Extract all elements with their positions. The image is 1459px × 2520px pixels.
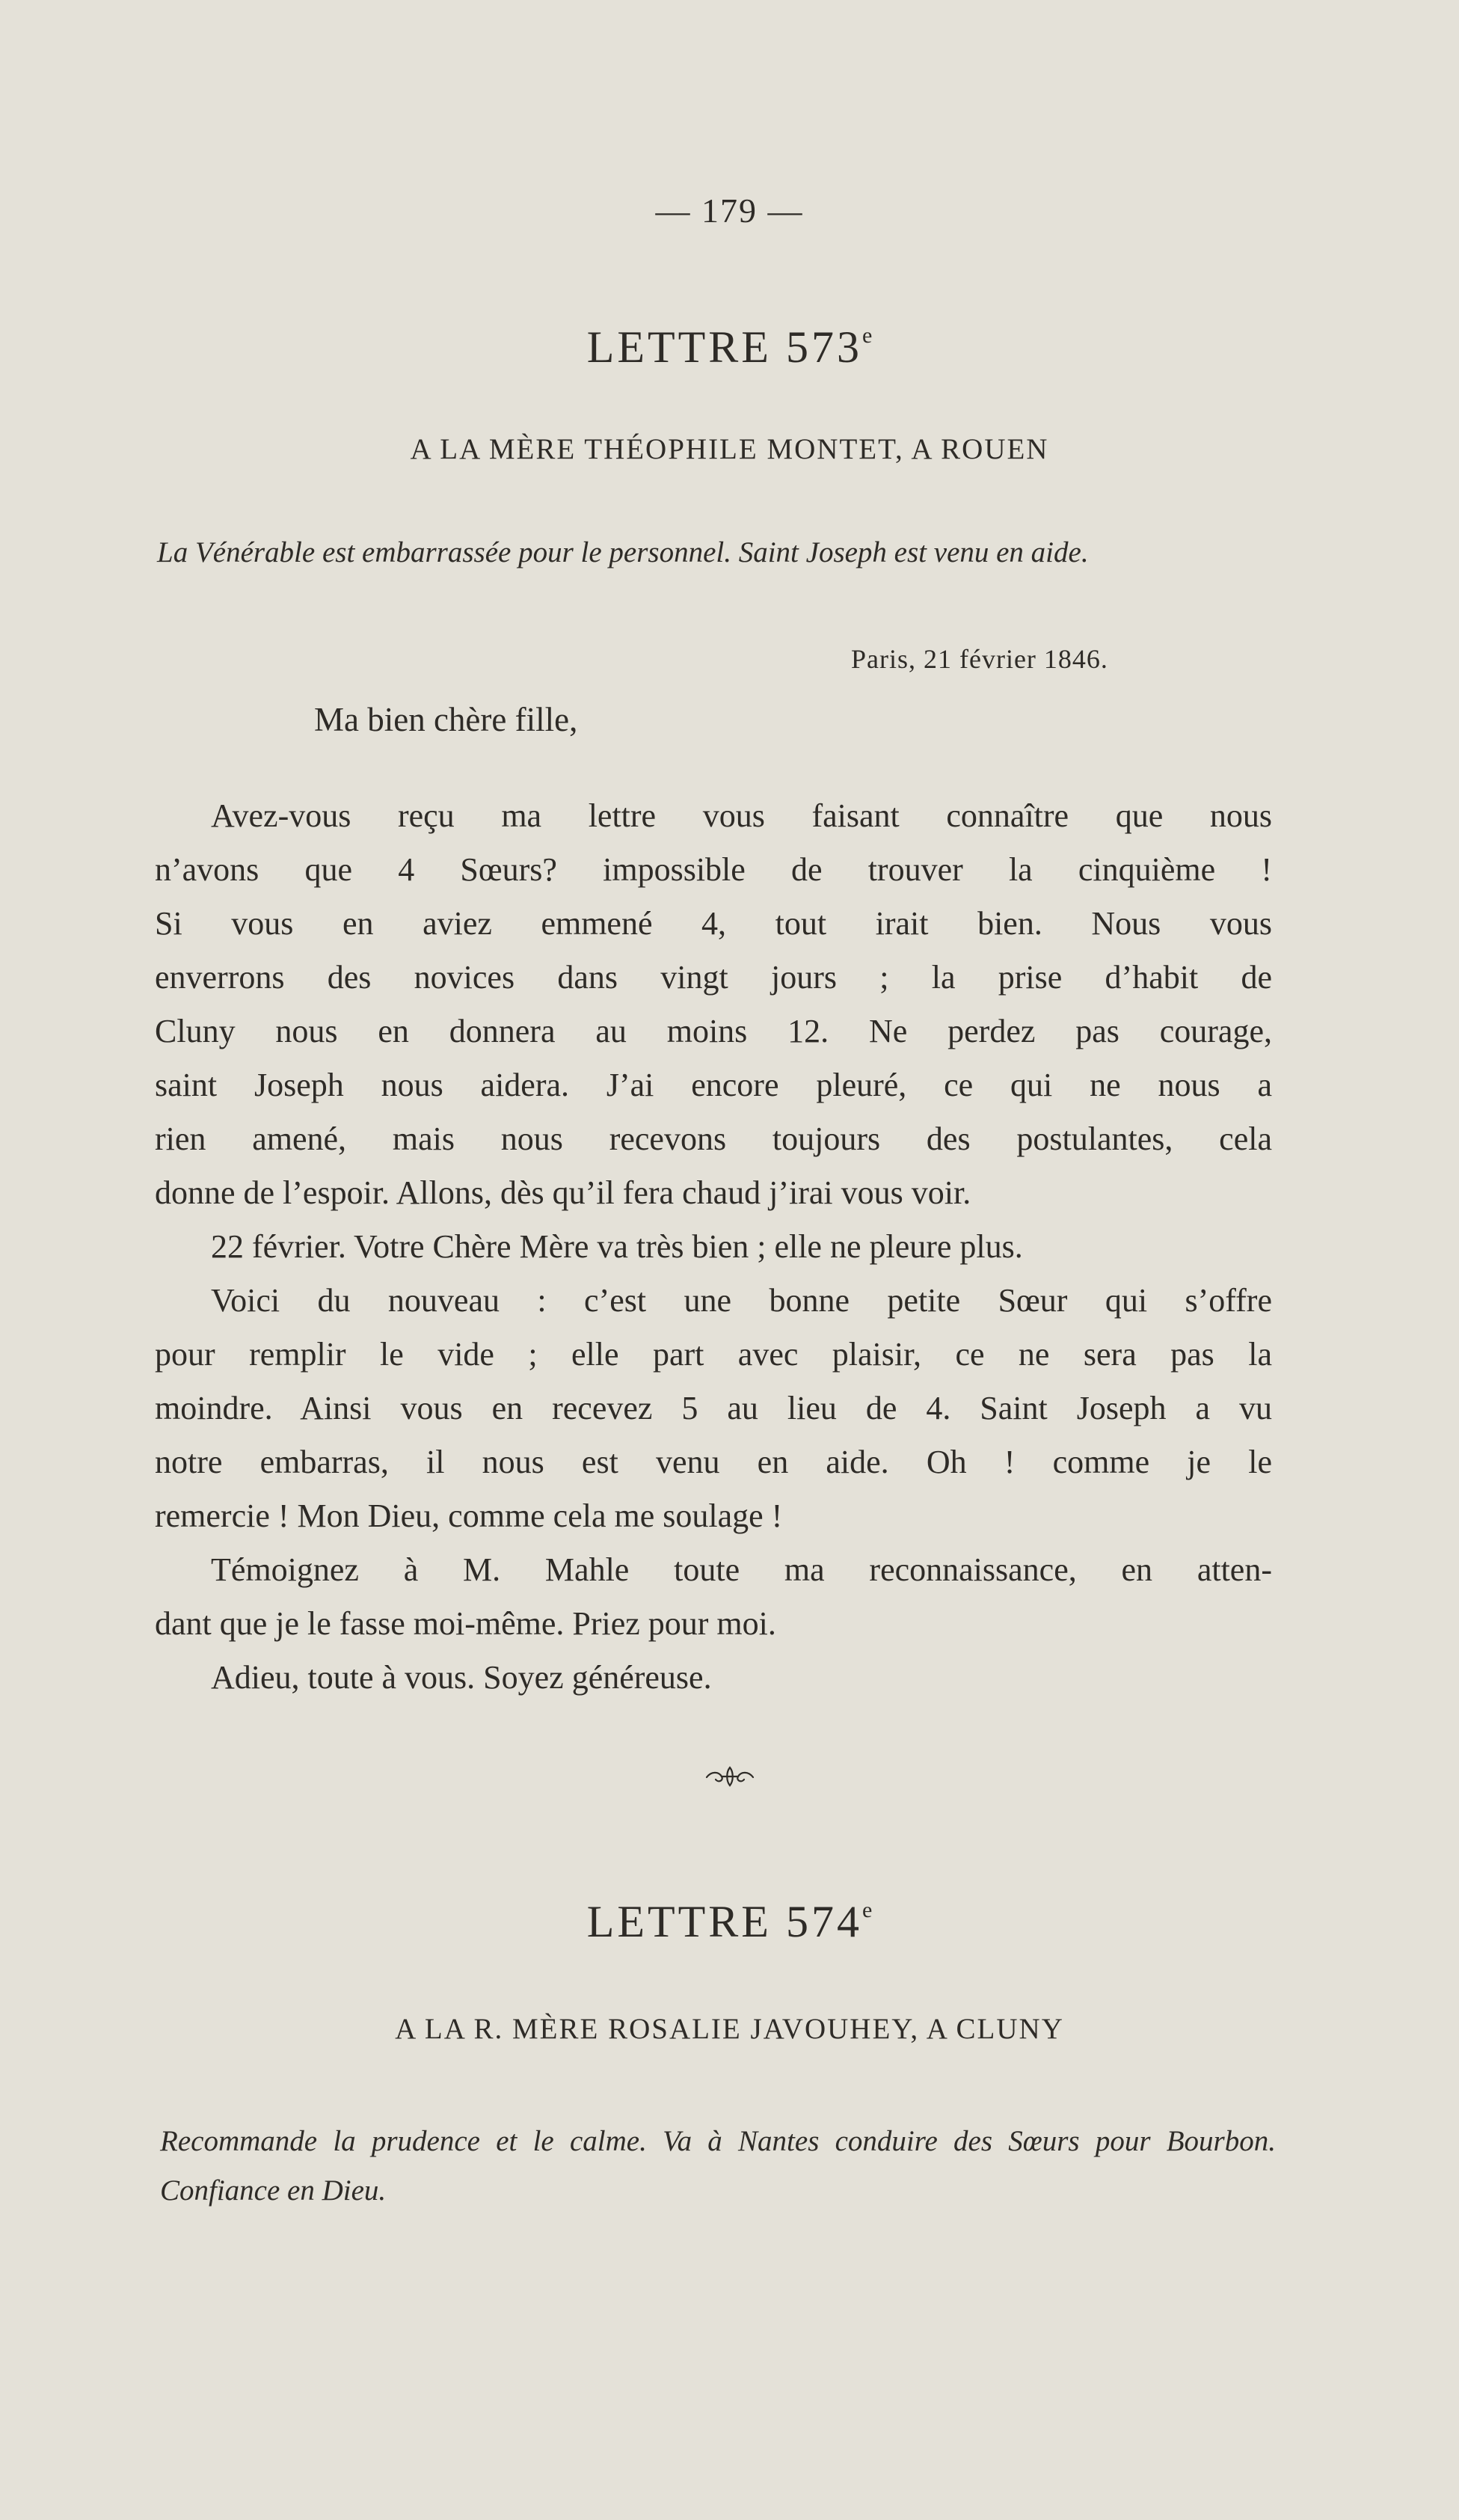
fleuron-icon (0, 1764, 1459, 1793)
letter-573-title-suffix: e (861, 323, 873, 348)
letter-573-line: n’avons que 4 Sœurs? impossible de trouver la cinquième ! (155, 851, 1272, 888)
letter-573-line: rien amené, mais nous recevons toujours des postulantes, cela (155, 1120, 1272, 1157)
letter-573-line: remercie ! Mon Dieu, comme cela me soulage ! (155, 1497, 783, 1534)
letter-573-summary: La Vénérable est embarrassée pour le personnel. Saint Joseph est venu en aide. (157, 536, 1089, 568)
letter-573-line: Cluny nous en donnera au moins 12. Ne perdez pas courage, (155, 1013, 1272, 1049)
letter-573-line: Avez-vous reçu ma lettre vous faisant connaître que nous (211, 797, 1272, 834)
letter-573-title (0, 322, 1459, 373)
letter-573-recipient: A LA MÈRE THÉOPHILE MONTET, A ROUEN (410, 433, 1049, 465)
letter-574-title-suffix: e (861, 1898, 873, 1922)
letter-573-line: donne de l’espoir. Allons, dès qu’il fera chaud j’irai vous voir. (155, 1174, 971, 1211)
letter-574-title (0, 1896, 1459, 1948)
letter-573-line: Si vous en aviez emmené 4, tout irait bien. Nous vous (155, 905, 1272, 942)
letter-574-summary: Recommande la prudence et le calme. Va à Nantes conduire des Sœurs pour Bourbon. Confiance en Dieu. (160, 2125, 1276, 2207)
letter-573-salutation: Ma bien chère fille, (314, 701, 578, 738)
letter-573-dateline: Paris, 21 février 1846. (851, 644, 1108, 674)
letter-573-line: moindre. Ainsi vous en recevez 5 au lieu de 4. Saint Joseph a vu (155, 1390, 1272, 1426)
letter-573-line: Voici du nouveau : c’est une bonne petite Sœur qui s’offre (211, 1282, 1272, 1319)
letter-573-line: 22 février. Votre Chère Mère va très bien ; elle ne pleure plus. (211, 1228, 1023, 1265)
letter-573-title-text: LETTRE 573 (586, 322, 862, 372)
letter-574-title-text: LETTRE 574 (586, 1897, 862, 1946)
fleuron-ornament-svg (704, 1764, 756, 1789)
letter-574-recipient: A LA R. MÈRE ROSALIE JAVOUHEY, A CLUNY (395, 2013, 1064, 2045)
letter-573-line: enverrons des novices dans vingt jours ; la prise d’habit de (155, 959, 1272, 996)
letter-573-line: pour remplir le vide ; elle part avec plaisir, ce ne sera pas la (155, 1336, 1272, 1373)
page-number: — 179 — (655, 191, 804, 230)
letter-573-line: Témoignez à M. Mahle toute ma reconnaissance, en atten- (211, 1551, 1272, 1588)
letter-573-line: saint Joseph nous aidera. J’ai encore pleuré, ce qui ne nous a (155, 1067, 1272, 1103)
letter-573-line: dant que je le fasse moi-même. Priez pour moi. (155, 1605, 776, 1642)
letter-573-line: notre embarras, il nous est venu en aide. Oh ! comme je le (155, 1444, 1272, 1480)
letter-573-line: Adieu, toute à vous. Soyez généreuse. (211, 1659, 712, 1696)
